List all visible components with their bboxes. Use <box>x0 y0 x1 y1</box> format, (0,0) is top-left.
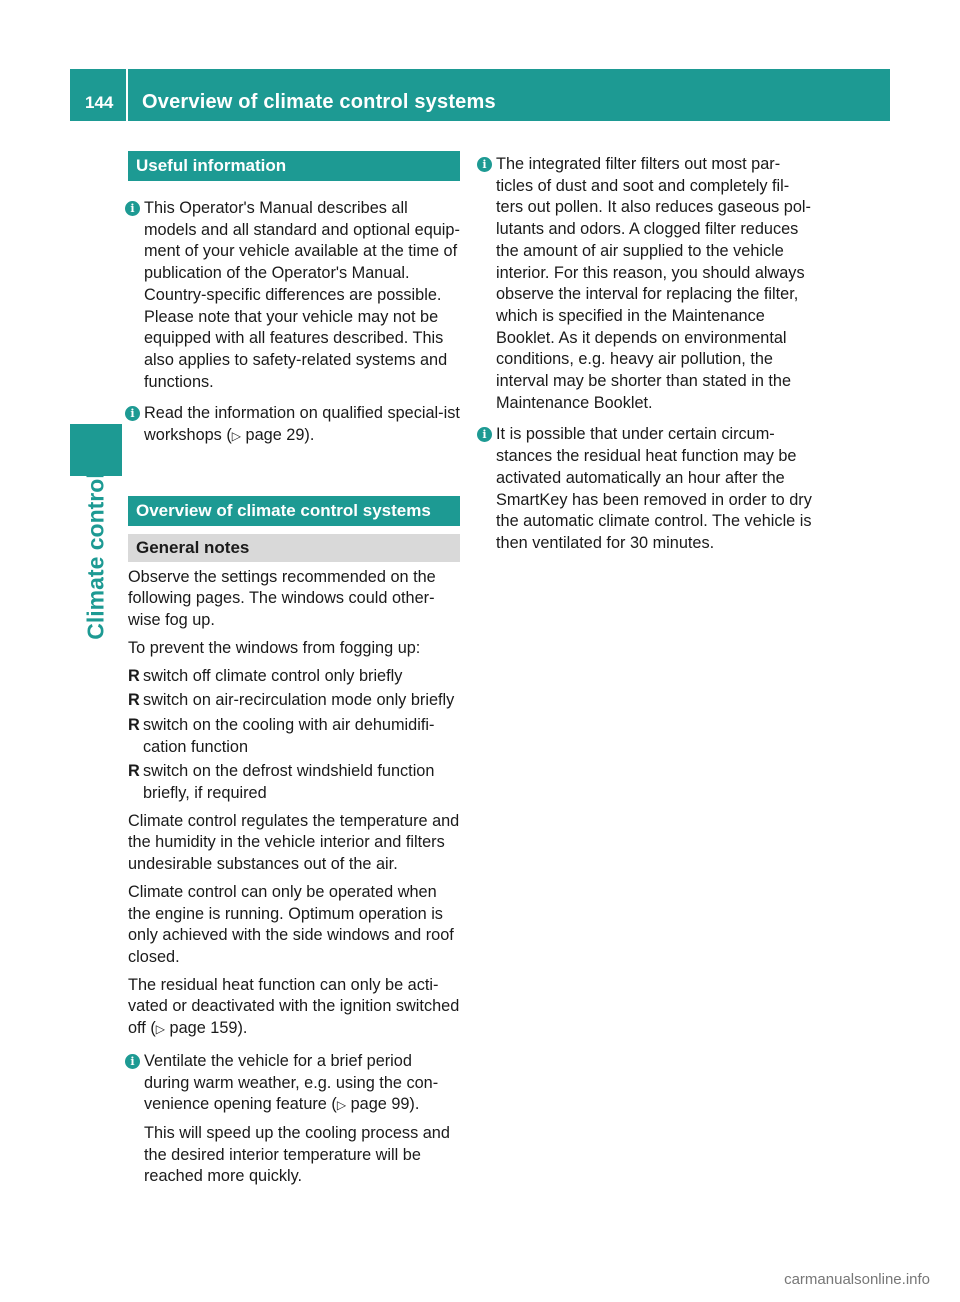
info-icon: i <box>125 201 140 216</box>
bullet-mark: R <box>128 762 140 781</box>
paragraph: To prevent the windows from fogging up: <box>128 638 421 657</box>
left-column <box>128 151 460 1198</box>
section-heading-overview: Overview of climate control systems <box>128 496 460 526</box>
list-item: R switch on the cooling with air dehumidifi-cation function <box>128 715 435 756</box>
info-icon: i <box>477 157 492 172</box>
info-note-text: Read the information on qualified special-ist workshops ( <box>144 404 460 445</box>
list-item: R switch off climate control only briefly <box>128 666 460 688</box>
list-item: R switch on the defrost windshield function briefly, if required <box>128 762 435 803</box>
subsection-heading-general-notes: General notes <box>128 534 460 562</box>
header-divider <box>126 69 128 121</box>
info-note-text: Ventilate the vehicle for a brief period during warm weather, e.g. using the con-venience opening feature ( <box>144 1051 439 1114</box>
chapter-side-label: Climate control <box>82 472 109 640</box>
page-reference-link[interactable]: page 29). <box>245 426 315 445</box>
watermark: carmanualsonline.info <box>784 1271 930 1288</box>
right-column <box>480 154 814 565</box>
info-note <box>128 198 460 393</box>
bullet-mark: R <box>128 666 140 685</box>
bullet-list <box>128 666 460 805</box>
bullet-mark: R <box>128 715 140 734</box>
page-number: 144 <box>85 93 114 112</box>
triangle-right-icon: ▷ <box>155 1022 165 1037</box>
info-icon: i <box>125 406 140 421</box>
paragraph: Climate control regulates the temperature and the humidity in the vehicle interior and filters undesirable substances out of the air. <box>128 811 460 874</box>
paragraph: The residual heat function can only be acti-vated or deactivated with the ignition switched off (▷ page 159). <box>128 975 460 1038</box>
page-header <box>70 69 890 121</box>
section-heading-useful-information: Useful information <box>128 151 460 181</box>
chapter-tab-marker <box>70 424 122 476</box>
paragraph: Observe the settings recommended on the following pages. The windows could other-wise fog up. <box>128 567 436 630</box>
info-note-text: The integrated filter filters out most par-ticles of dust and soot and completely fil-ters out pollen. It also reduces gaseous pol-lutants and odors. A clogged filter reduces the amount of air supplied to the vehicle interior. For this reason, you should always observe the interval for replacing the filter, which is specified in the Maintenance Booklet. As it depends on environmental conditions, e.g. heavy air pollution, the interval may be shorter than stated in the Maintenance Booklet. <box>496 155 811 412</box>
page-reference-link[interactable]: page 159). <box>169 1019 248 1038</box>
info-icon: i <box>477 427 492 442</box>
paragraph: Climate control can only be operated when the engine is running. Optimum operation is only achieved with the side windows and roof closed. <box>128 882 454 966</box>
bullet-mark: R <box>128 691 140 710</box>
info-note <box>128 1051 460 1188</box>
header-title: Overview of climate control systems <box>142 91 496 113</box>
info-note <box>128 403 460 447</box>
info-note <box>480 154 814 414</box>
info-note <box>480 424 814 554</box>
triangle-right-icon: ▷ <box>231 429 242 444</box>
triangle-right-icon: ▷ <box>336 1098 347 1113</box>
page-reference-link[interactable]: page 99). <box>350 1095 420 1114</box>
info-note-text: This will speed up the cooling process and the desired interior temperature will be reached more quickly. <box>144 1123 450 1186</box>
info-note-text: This Operator's Manual describes all models and all standard and optional equip-ment of your vehicle available at the time of publication of the Operator's Manual. Country-specific differences are possible. Please note that your vehicle may not be equipped with all features described. This also applies to safety-related systems and functions. <box>144 199 460 391</box>
info-note-text: It is possible that under certain circum-stances the residual heat function may be activated automatically an hour after the SmartKey has been removed in order to dry the automatic climate control. The vehicle is then ventilated for 30 minutes. <box>496 425 812 552</box>
info-icon: i <box>125 1054 140 1069</box>
list-item: R switch on air-recirculation mode only briefly <box>128 690 460 712</box>
